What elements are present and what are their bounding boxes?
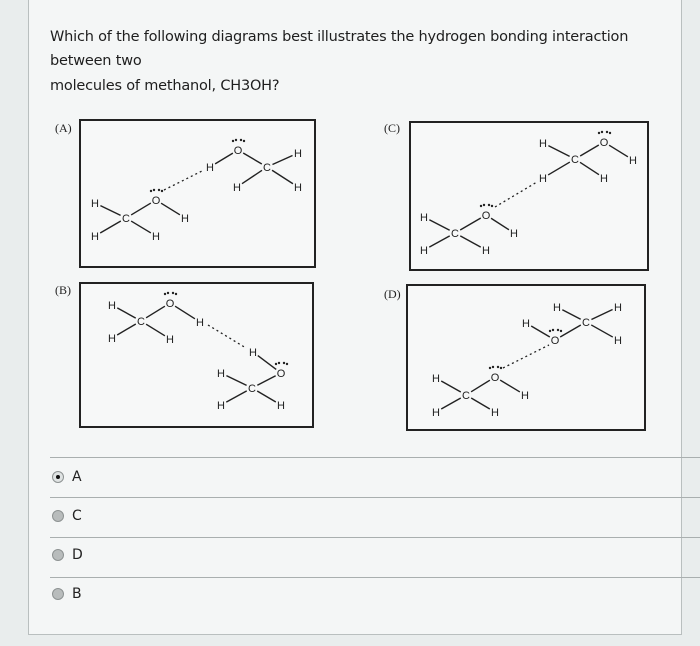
atom-label: H: [181, 213, 189, 225]
question-text-line1: Which of the following diagrams best illustrates the hydrogen bonding interaction: [50, 29, 629, 45]
lone-pair-dot: [164, 293, 166, 295]
diagram-a-box: [80, 120, 315, 267]
atom-label: H: [482, 245, 490, 257]
atom-label: H: [420, 212, 428, 224]
atom-label: O: [165, 298, 175, 310]
option-d[interactable]: [52, 547, 83, 563]
divider: [50, 577, 700, 578]
lone-pair-dot: [275, 363, 277, 365]
atom-label: H: [108, 300, 116, 312]
atom-label: H: [294, 148, 302, 160]
lone-pair-dot: [172, 292, 174, 294]
atom-label: H: [539, 173, 547, 185]
atom-label: H: [614, 302, 622, 314]
atom-label: O: [276, 368, 286, 380]
atom-label: H: [521, 390, 529, 402]
atom-label: H: [491, 407, 499, 419]
atom-label: H: [294, 182, 302, 194]
atom-label: H: [539, 138, 547, 150]
lone-pair-dot: [552, 329, 554, 331]
radio-a[interactable]: [52, 471, 64, 483]
option-a-label: A: [72, 469, 82, 485]
lone-pair-dot: [167, 292, 169, 294]
lone-pair-dot: [153, 189, 155, 191]
atom-label: H: [108, 333, 116, 345]
lone-pair-dot: [560, 330, 562, 332]
atom-label: C: [137, 316, 145, 328]
atom-label: H: [420, 245, 428, 257]
atom-label: H: [217, 400, 225, 412]
lone-pair-dot: [489, 367, 491, 369]
atom-label: H: [91, 198, 99, 210]
atom-label: H: [432, 407, 440, 419]
atom-label: C: [263, 162, 271, 174]
radio-b[interactable]: [52, 588, 64, 600]
lone-pair-dot: [283, 362, 285, 364]
atom-label: H: [152, 231, 160, 243]
radio-c[interactable]: [52, 510, 64, 522]
atom-label: H: [600, 173, 608, 185]
lone-pair-dot: [175, 293, 177, 295]
atom-label: C: [451, 228, 459, 240]
radio-d[interactable]: [52, 549, 64, 561]
divider: [50, 497, 700, 498]
atom-label: H: [249, 347, 257, 359]
atom-label: H: [206, 162, 214, 174]
question-text-line2: between two: [50, 53, 142, 69]
diagram-b-label: (B): [55, 283, 71, 297]
atom-label: H: [614, 335, 622, 347]
atom-label: H: [196, 317, 204, 329]
atom-label: H: [629, 155, 637, 167]
atom-label: O: [550, 335, 560, 347]
atom-label: C: [582, 317, 590, 329]
atom-label: C: [462, 390, 470, 402]
option-a[interactable]: [52, 469, 82, 485]
lone-pair-dot: [235, 139, 237, 141]
atom-label: H: [553, 302, 561, 314]
lone-pair-dot: [497, 366, 499, 368]
lone-pair-dot: [232, 140, 234, 142]
atom-label: H: [522, 318, 530, 330]
atom-label: O: [599, 137, 609, 149]
lone-pair-dot: [606, 131, 608, 133]
lone-pair-dot: [150, 190, 152, 192]
diagram-a-label: (A): [55, 121, 72, 135]
atom-label: H: [91, 231, 99, 243]
atom-label: H: [510, 228, 518, 240]
atom-label: O: [233, 145, 243, 157]
lone-pair-dot: [492, 366, 494, 368]
lone-pair-dot: [286, 363, 288, 365]
atom-label: H: [277, 400, 285, 412]
option-d-label: D: [72, 547, 83, 563]
lone-pair-dot: [483, 204, 485, 206]
divider: [50, 457, 700, 458]
diagram-c-box: [410, 122, 648, 270]
atom-label: C: [248, 383, 256, 395]
lone-pair-dot: [278, 362, 280, 364]
question-text-line3: molecules of methanol, CH3OH?: [50, 78, 280, 94]
atom-label: O: [481, 210, 491, 222]
lone-pair-dot: [161, 190, 163, 192]
lone-pair-dot: [598, 132, 600, 134]
option-b-label: B: [72, 586, 82, 602]
diagram-d-label: (D): [384, 287, 401, 301]
lone-pair-dot: [549, 330, 551, 332]
atom-label: H: [233, 182, 241, 194]
option-b[interactable]: [52, 586, 82, 602]
option-c[interactable]: [52, 508, 82, 524]
lone-pair-dot: [488, 204, 490, 206]
option-c-label: C: [72, 508, 82, 524]
lone-pair-dot: [609, 132, 611, 134]
lone-pair-dot: [243, 140, 245, 142]
lone-pair-dot: [500, 367, 502, 369]
lone-pair-dot: [158, 189, 160, 191]
atom-label: O: [151, 195, 161, 207]
atom-label: C: [122, 213, 130, 225]
atom-label: C: [571, 154, 579, 166]
atom-label: O: [490, 372, 500, 384]
lone-pair-dot: [480, 205, 482, 207]
atom-label: H: [432, 373, 440, 385]
atom-label: H: [166, 334, 174, 346]
lone-pair-dot: [557, 329, 559, 331]
atom-label: H: [217, 368, 225, 380]
diagram-c-label: (C): [384, 121, 400, 135]
lone-pair-dot: [240, 139, 242, 141]
divider: [50, 537, 700, 538]
lone-pair-dot: [601, 131, 603, 133]
lone-pair-dot: [491, 205, 493, 207]
